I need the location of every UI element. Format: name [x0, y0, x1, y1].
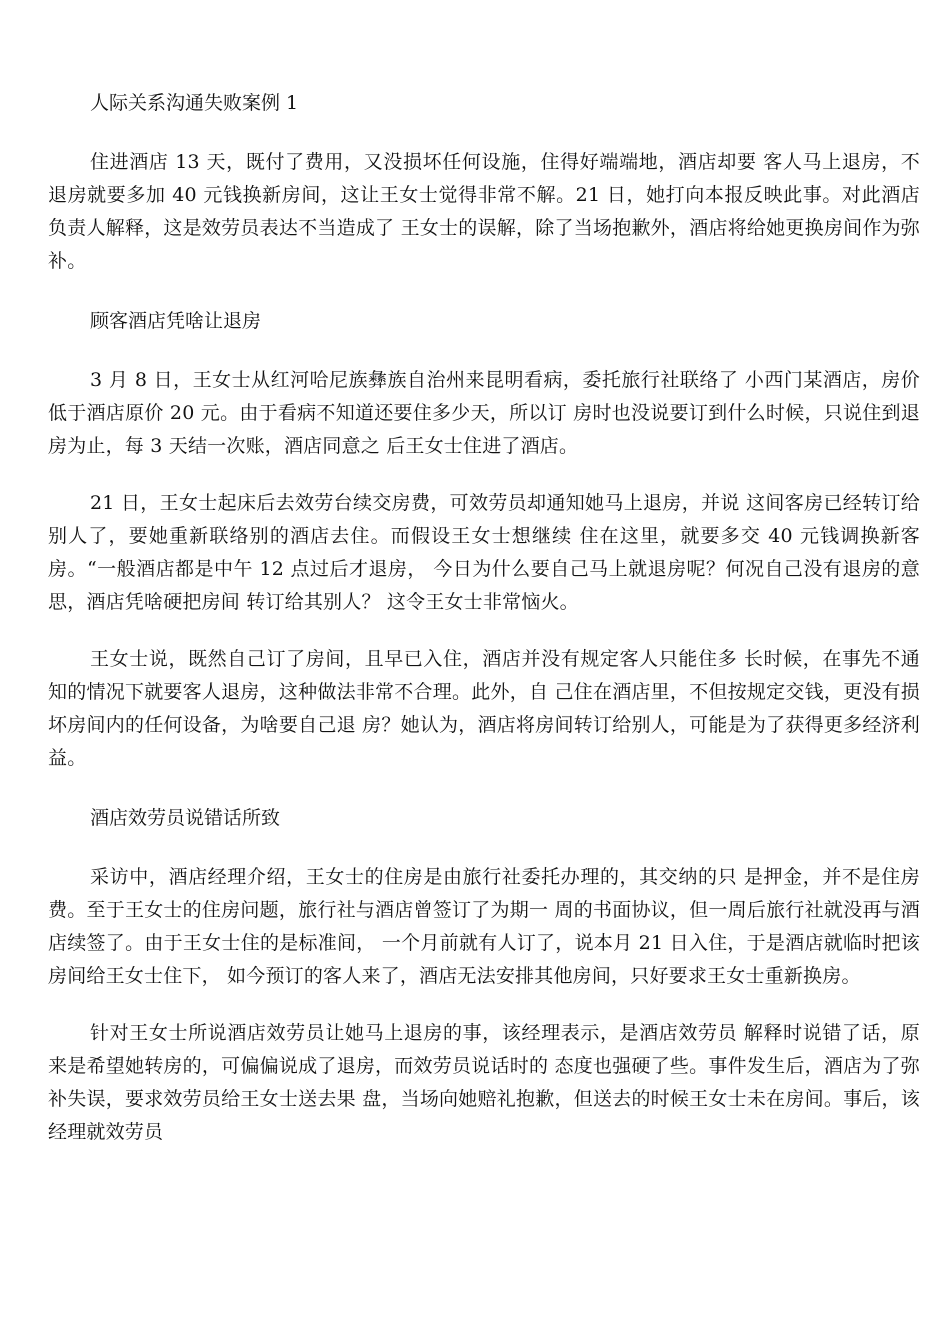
section-heading-2: 酒店效劳员说错话所致 — [90, 807, 281, 829]
document-page — [48, 84, 920, 1173]
document-title: 人际关系沟通失败案例 1 — [90, 92, 299, 114]
section-heading-1: 顾客酒店凭啥让退房 — [90, 310, 262, 332]
paragraph-2: 3 月 8 日，王女士从红河哈尼族彝族自治州来昆明看病，委托旅行社联络了 小西门某酒店，房价低于酒店原价 20 元。由于看病不知道还要住多少天，所以订 房时也没说要订到什么时候，只说住到退房为止，每 3 天结一次账，酒店同意之 后王女士住进了酒店。 — [48, 369, 920, 457]
paragraph-4: 王女士说，既然自己订了房间，且早已入住，酒店并没有规定客人只能住多 长时候，在事先不通知的情况下就要客人退房，这种做法非常不合理。此外，自 己住在酒店里，不但按规定交钱，更没有损坏房间内的任何设备，为啥要自己退 房？她认为，酒店将房间转订给别人，可能是为了获得更多经济利益。 — [48, 648, 920, 769]
paragraph-6: 针对王女士所说酒店效劳员让她马上退房的事，该经理表示，是酒店效劳员 解释时说错了话，原来是希望她转房的，可偏偏说成了退房，而效劳员说话时的 态度也强硬了些。事件发生后，酒店为了弥补失误，要求效劳员给王女士送去果 盘，当场向她赔礼抱歉，但送去的时候王女士未在房间。事后，该经理就效劳员 — [48, 1022, 920, 1143]
paragraph-1: 住进酒店 13 天，既付了费用，又没损坏任何设施，住得好端端地，酒店却要 客人马上退房，不退房就要多加 40 元钱换新房间，这让王女士觉得非常不解。21 日，她打向本报反映此事。对此酒店负责人解释，这是效劳员表达不当造成了 王女士的误解，除了当场抱歉外，酒店将给她更换房间作为弥补。 — [48, 151, 920, 272]
paragraph-3: 21 日，王女士起床后去效劳台续交房费，可效劳员却通知她马上退房，并说 这间客房已经转订给别人了，要她重新联络别的酒店去住。而假设王女士想继续 住在这里，就要多交 40 元钱调换新客房。“一般酒店都是中午 12 点过后才退房， 今日为什么要自己马上就退房呢？何况自己没有退房的意思，酒店凭啥硬把房间 转订给其别人？ 这令王女士非常恼火。 — [48, 492, 920, 613]
paragraph-5: 采访中，酒店经理介绍，王女士的住房是由旅行社委托办理的，其交纳的只 是押金，并不是住房费。至于王女士的住房问题，旅行社与酒店曾签订了为期一 周的书面协议，但一周后旅行社就没再与酒店续签了。由于王女士住的是标准间， 一个月前就有人订了，说本月 21 日入住，于是酒店就临时把该房间给王女士住下， 如今预订的客人来了，酒店无法安排其他房间，只好要求王女士重新换房。 — [48, 866, 920, 987]
